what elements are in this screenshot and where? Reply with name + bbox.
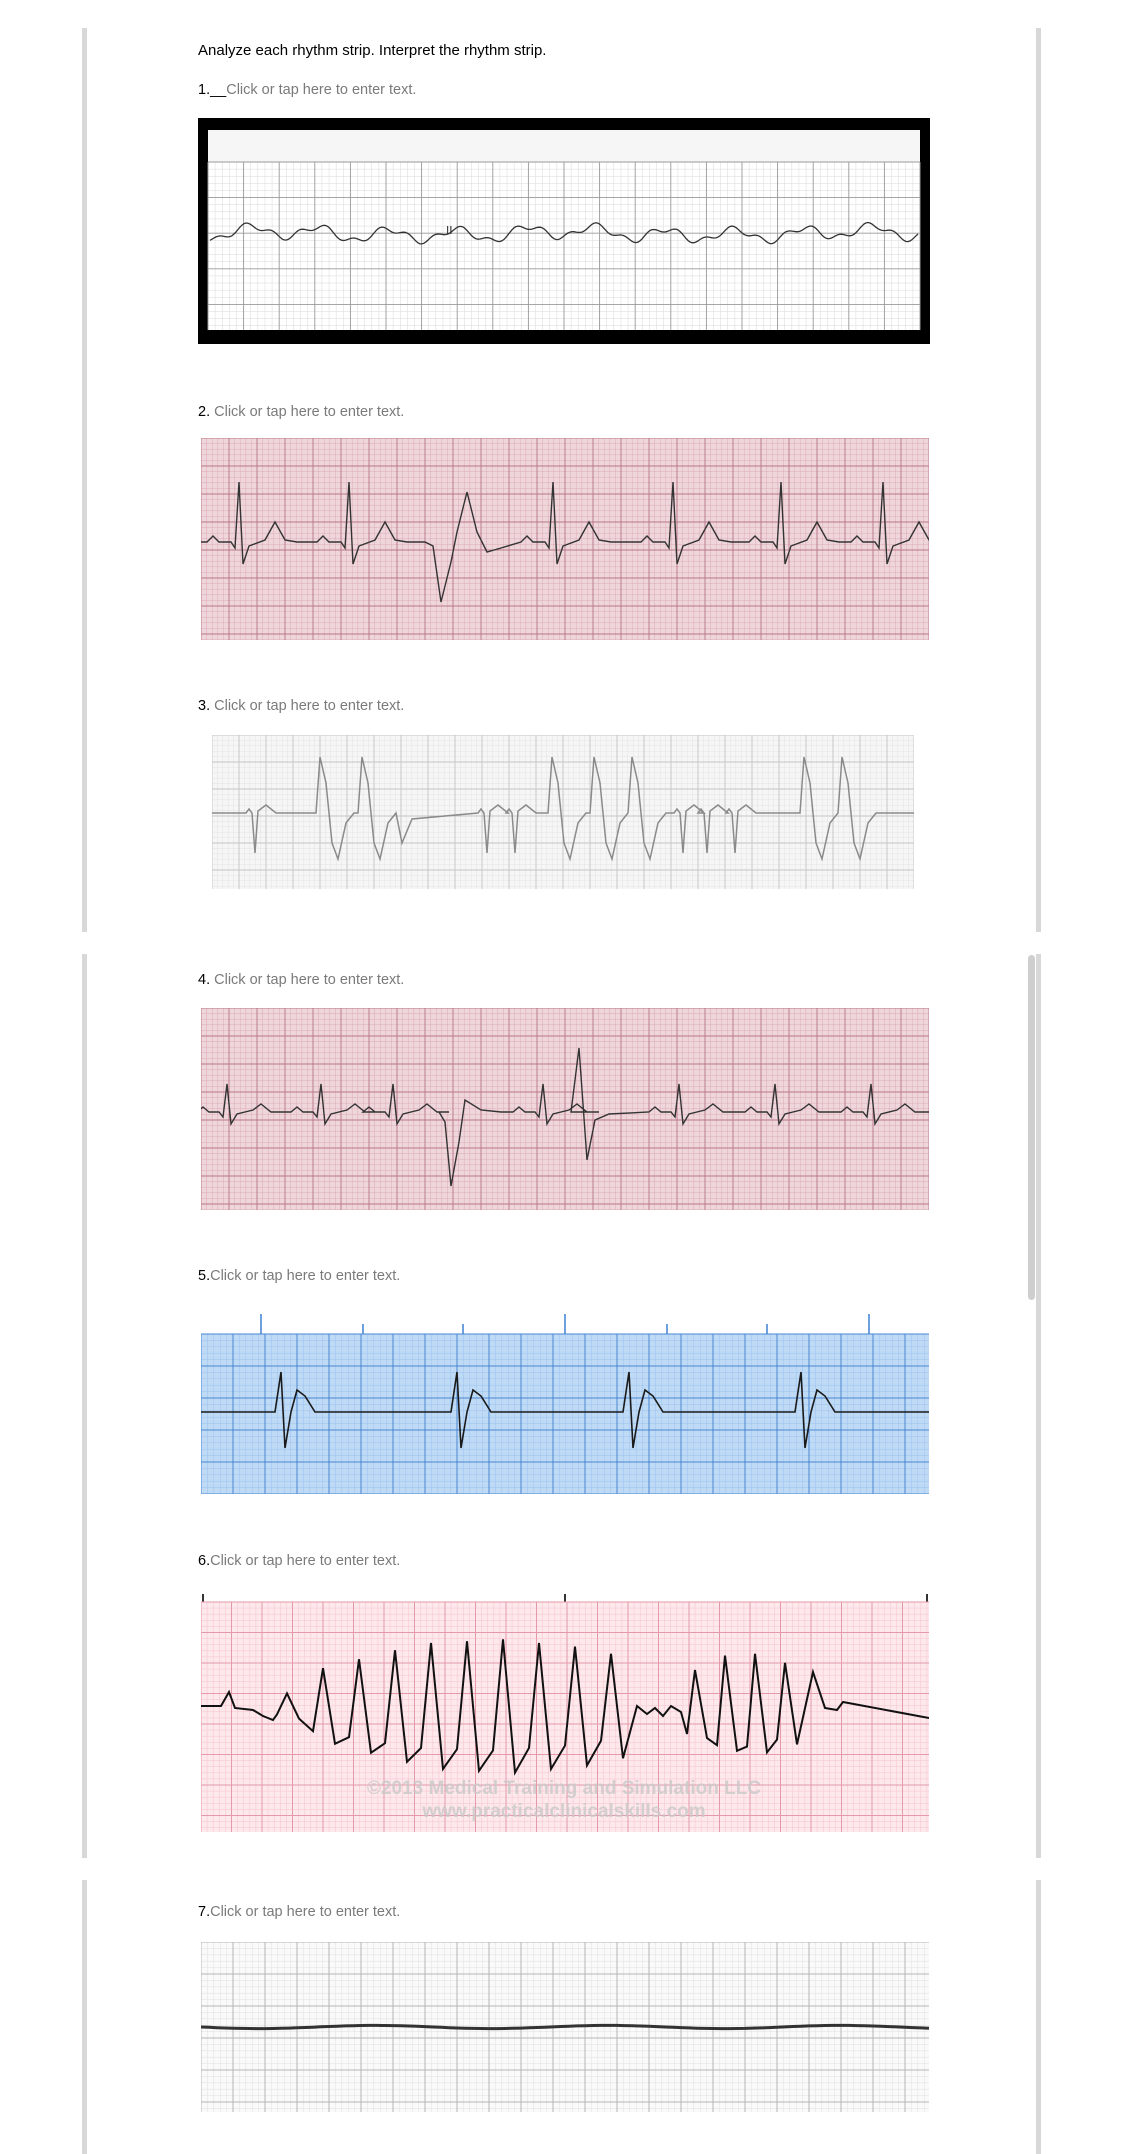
question-number: 1. — [198, 82, 211, 98]
question-2 — [198, 404, 404, 420]
lead-label: II — [446, 224, 453, 237]
watermark-line-2: www.practicalclinicalskills.com — [422, 1801, 706, 1822]
grid-major — [208, 162, 920, 330]
answer-underline: __ — [210, 82, 227, 98]
question-number: 3. — [198, 698, 211, 714]
question-number: 7. — [198, 1904, 211, 1920]
question-1 — [198, 82, 416, 98]
rhythm-strip-5 — [201, 1312, 929, 1494]
rhythm-strip-3 — [212, 735, 914, 889]
answer-field-5[interactable]: Click or tap here to enter text. — [210, 1268, 401, 1284]
rhythm-strip-6 — [201, 1588, 929, 1832]
question-number: 4. — [198, 972, 211, 988]
watermark-line-1: ©2013 Medical Training and Simulation LLC — [366, 1778, 762, 1799]
question-4 — [198, 972, 404, 988]
rhythm-strip-4 — [201, 1008, 929, 1210]
question-5 — [198, 1268, 400, 1284]
right-page-border — [1036, 28, 1041, 2154]
question-number: 6. — [198, 1553, 211, 1569]
answer-field-7[interactable]: Click or tap here to enter text. — [210, 1904, 401, 1920]
scrollbar-thumb[interactable] — [1028, 955, 1035, 1300]
time-ticks — [203, 1594, 927, 1602]
page-break-1 — [0, 932, 1125, 954]
instructions-heading: Analyze each rhythm strip. Interpret the rhythm strip. — [198, 42, 547, 59]
question-number: 5. — [198, 1268, 211, 1284]
left-page-border — [82, 28, 87, 2154]
question-6 — [198, 1553, 400, 1569]
answer-field-3[interactable]: Click or tap here to enter text. — [214, 698, 405, 714]
question-3 — [198, 698, 404, 714]
answer-field-4[interactable]: Click or tap here to enter text. — [214, 972, 405, 988]
question-number: 2. — [198, 404, 211, 420]
question-7 — [198, 1904, 400, 1920]
answer-field-6[interactable]: Click or tap here to enter text. — [210, 1553, 401, 1569]
time-ticks — [261, 1314, 869, 1334]
ecg-grid — [208, 162, 920, 330]
answer-field-2[interactable]: Click or tap here to enter text. — [214, 404, 405, 420]
rhythm-strip-2 — [201, 438, 929, 640]
answer-field-1[interactable]: Click or tap here to enter text. — [226, 82, 417, 98]
rhythm-strip-7 — [201, 1942, 929, 2112]
page-break-2 — [0, 1858, 1125, 1880]
rhythm-strip-1 — [198, 118, 930, 344]
